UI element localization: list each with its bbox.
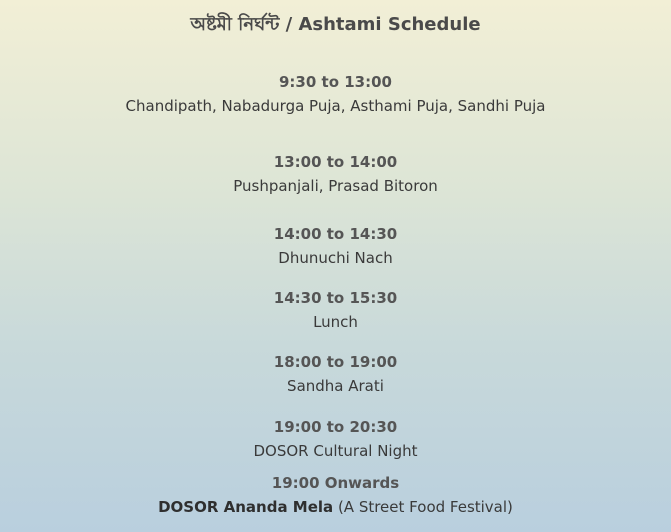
schedule-description bbox=[0, 497, 671, 517]
schedule-item-2 bbox=[0, 152, 671, 196]
page-title: অষ্টমী নির্ঘন্ট / Ashtami Schedule bbox=[190, 14, 481, 35]
schedule-description: Sandha Arati bbox=[287, 377, 384, 395]
schedule-description: Chandipath, Nabadurga Puja, Asthami Puja, Sandhi Puja bbox=[125, 97, 546, 115]
schedule-time: 19:00 Onwards bbox=[271, 474, 400, 492]
schedule-description: DOSOR Cultural Night bbox=[253, 442, 418, 460]
event-name: DOSOR Ananda Mela bbox=[158, 498, 334, 516]
schedule-time: 9:30 to 13:00 bbox=[279, 73, 392, 91]
schedule-item-4 bbox=[0, 288, 671, 332]
schedule-item-5 bbox=[0, 352, 671, 396]
schedule-description: Dhunuchi Nach bbox=[278, 249, 393, 267]
schedule-description: Lunch bbox=[313, 313, 358, 331]
schedule-time: 14:00 to 14:30 bbox=[273, 225, 398, 243]
schedule-item-3 bbox=[0, 224, 671, 268]
schedule-item-6 bbox=[0, 417, 671, 461]
schedule-item-1 bbox=[0, 72, 671, 116]
schedule-description: Pushpanjali, Prasad Bitoron bbox=[233, 177, 438, 195]
schedule-time: 14:30 to 15:30 bbox=[273, 289, 398, 307]
schedule-time: 19:00 to 20:30 bbox=[273, 418, 398, 436]
event-subtitle: (A Street Food Festival) bbox=[333, 498, 513, 516]
schedule-time: 13:00 to 14:00 bbox=[273, 153, 398, 171]
schedule-item-7 bbox=[0, 473, 671, 517]
schedule-time: 18:00 to 19:00 bbox=[273, 353, 398, 371]
